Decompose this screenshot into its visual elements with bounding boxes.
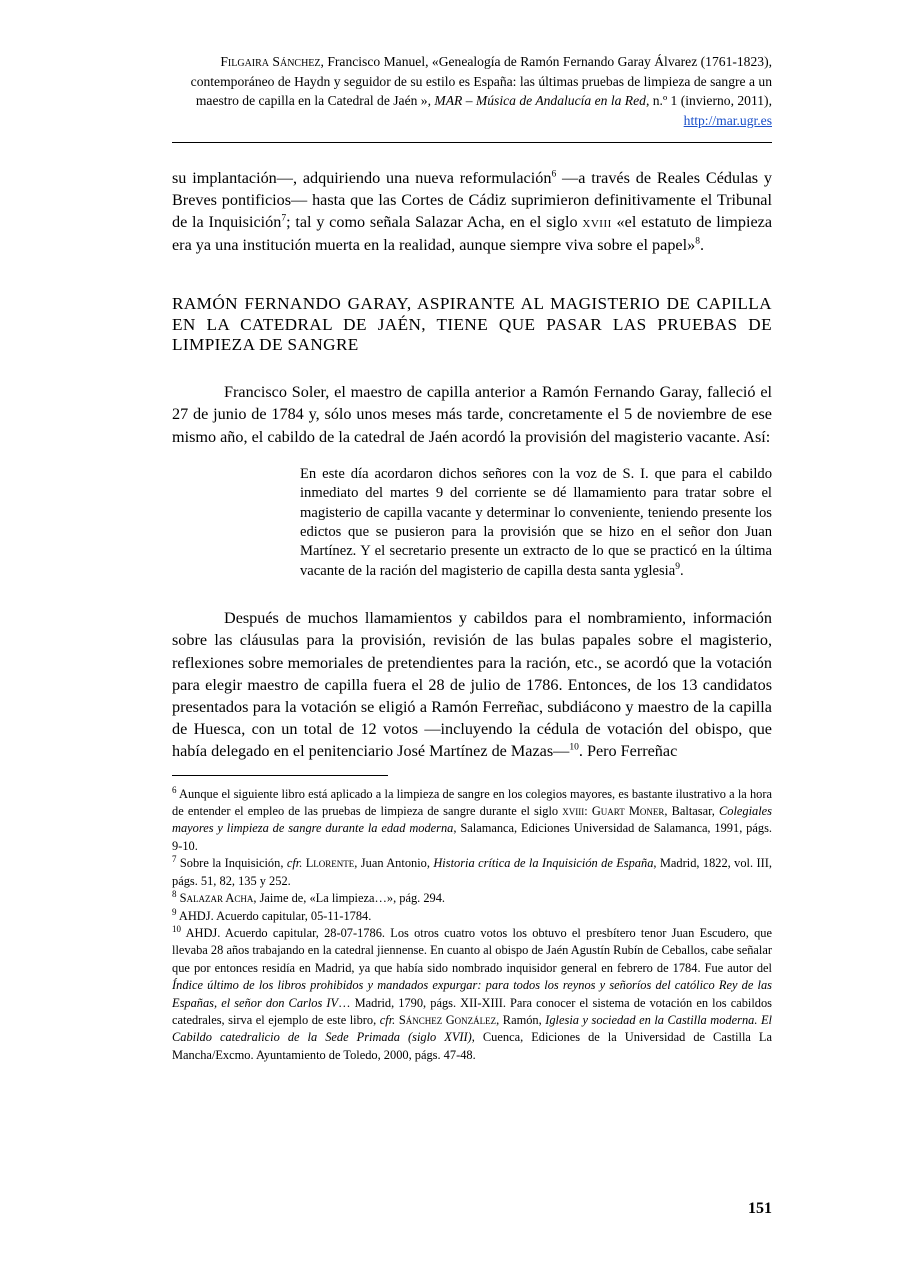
paragraph-3 [172,607,772,762]
page [172,52,772,1064]
footnote-text: , Cuenca, Ediciones de la Universidad de Castilla La Mancha/Excmo. Ayuntamiento de Toledo, 2000, págs. 47-48. [172,1030,772,1062]
header-text-2: , n.º 1 (invierno, 2011), [645,93,772,108]
quote-end: . [679,562,684,579]
header-link[interactable]: http://mar.ugr.es [683,112,772,128]
footnote-8 [172,890,772,907]
quote-text: En este día acordaron dichos señores con la voz de S. I. que para el cabildo inmediato del martes 9 del corriente se dé llamamiento para tratar sobre el magisterio de capilla vacante y determinar lo conveniente, teniendo presente los edictos que se pusieron para la provisión que se hizo en el señor don Juan Martínez. Y el secretario presente un extracto de lo que se practicó en la última vacante de la ración del magisterio de capilla desta santa yglesia [300,465,772,579]
header-divider [172,142,772,143]
footnote-title: Índice último de los libros prohibidos y mandados expurgar: para todos los reynos y señoríos del católico Rey de las Españas, el señor don Carlos IV [172,978,772,1010]
footnote-cfr: cfr. [379,1012,396,1027]
footnote-ref-9[interactable]: 9 [675,561,680,572]
footnote-cfr: cfr. [286,856,303,871]
section-heading: RAMÓN FERNANDO GARAY, ASPIRANTE AL MAGISTERIO DE CAPILLA EN LA CATEDRAL DE JAÉN, TIENE QUE PASAR LAS PRUEBAS DE LIMPIEZA DE SANGRE [172,293,772,355]
footnote-number: 7 [172,854,177,865]
footnote-text: AHDJ. Acuerdo capitular, 05-11-1784. [176,908,372,923]
footnote-title: Colegiales mayores y limpieza de sangre durante la edad moderna [172,804,772,836]
footnote-number: 10 [172,923,181,934]
footnote-ref-7[interactable]: 7 [281,214,287,225]
footnote-text: AHDJ. Acuerdo capitular, 28-07-1786. Los otros cuatro votos los obtuvo el presbítero tenor Juan Escudero, que llevaba 28 años trabajando en la catedral jiennense. En cuanto al obispo de Jaén Agustín Rubín de Ceballos, cabe señalar que por entonces residía en Madrid, ya que había sido nombrado inquisidor general en febrero de 1784. Fue autor del [172,925,772,975]
paragraph-1-text-b: —a través de Reales Cédulas y Breves pontificios— hasta que las Cortes de Cádiz suprimieron definitivamente el Tribunal de la Inquisición [172,169,772,232]
footnote-title: Historia crítica de la Inquisición de España [433,856,654,871]
footnote-text: … Madrid, 1790, págs. XII-XIII. Para conocer el sistema de votación en los cabildos catedrales, sirva el ejemplo de este libro, [172,995,772,1027]
century-numeral: xviii [582,213,612,232]
header-author: Filgaira Sánchez [220,54,321,69]
footnote-text: , Baltasar, [664,804,719,819]
paragraph-1-text-e: . [699,235,704,254]
footnotes [172,786,772,1065]
header-journal: MAR – Música de Andalucía en la Red [434,93,646,108]
running-header [172,52,772,130]
footnote-text: , Salamanca, Ediciones Universidad de Salamanca, 1991, págs. 9-10. [172,821,772,853]
footnote-text: , Ramón, [496,1012,546,1027]
header-text-1: , Francisco Manuel, «Genealogía de Ramón Fernando Garay Álvarez (1761-1823), contemporáneo de Haydn y seguidor de su estilo es España: las últimas pruebas de limpieza de sangre a un maestro de capilla en la Catedral de Jaén », [190,54,772,108]
paragraph-3-text-a: Después de muchos llamamientos y cabildos para el nombramiento, información sobre las cláusulas para la provisión, revisión de las bulas papales sobre el magisterio, reflexiones sobre memoriales de pretendientes para la ración, etc., se acordó que la votación para elegir maestro de capilla fuera el 28 de julio de 1786. Entonces, de los 13 candidatos presentados para la votación se eligió a Ramón Ferreñac, subdiácono y maestro de la capilla de Huesca, con un total de 12 votos —incluyendo la cédula de votación del obispo, que había delegado en el penitenciario José Martínez de Mazas— [172,609,772,761]
footnote-divider [172,775,388,776]
footnote-author: Salazar Acha [179,891,254,906]
footnote-ref-6[interactable]: 6 [551,169,557,180]
footnote-author: Llorente [305,856,355,871]
footnote-6 [172,786,772,856]
footnote-text: , Madrid, 1822, vol. III, págs. 51, 82, 135 y 252. [172,856,772,888]
footnote-number: 8 [172,888,177,899]
footnote-10 [172,925,772,1064]
footnote-text: , Juan Antonio, [354,856,434,871]
footnote-number: 6 [172,784,177,795]
paragraph-3-text-b: . Pero Ferreñac [578,742,678,761]
footnote-text: : [584,804,592,819]
footnote-ref-8[interactable]: 8 [695,236,700,247]
paragraph-2: Francisco Soler, el maestro de capilla anterior a Ramón Fernando Garay, falleció el 27 de junio de 1784 y, sólo unos meses más tarde, concretamente el 5 de noviembre de ese mismo año, el cabildo de la catedral de Jaén acordó la provisión del magisterio vacante. Así: [172,383,772,446]
paragraph-1 [172,167,772,256]
footnote-ref-10[interactable]: 10 [569,743,579,754]
footnote-7 [172,855,772,890]
block-quote [300,465,772,581]
footnote-author: Sánchez González [398,1012,497,1027]
footnote-text: Sobre la Inquisición, [176,856,287,871]
page-number: 151 [748,1200,772,1217]
paragraph-1-text-c: ; tal y como señala Salazar Acha, en el siglo [286,213,583,232]
footnote-text: , Jaime de, «La limpieza…», pág. 294. [253,891,446,906]
paragraph-1-text-d: «el estatuto de limpieza era ya una institución muerta en la realidad, aunque siempre viva sobre el papel» [172,213,773,254]
paragraph-1-text-a: su implantación—, adquiriendo una nueva reformulación [172,169,552,187]
footnote-number: 9 [172,906,177,917]
footnote-century: xviii [562,804,585,819]
footnote-text: Aunque el siguiente libro está aplicado a la limpieza de sangre en los colegios mayores, es bastante ilustrativo a la hora de entender el empleo de las pruebas de limpieza de sangre durante el siglo [172,786,772,819]
footnote-author: Guart Moner [591,804,665,819]
footnote-9 [172,908,772,925]
footnote-title: Iglesia y sociedad en la Castilla moderna. El Cabildo catedralicio de la Sede Primada (siglo XVII) [172,1012,772,1045]
